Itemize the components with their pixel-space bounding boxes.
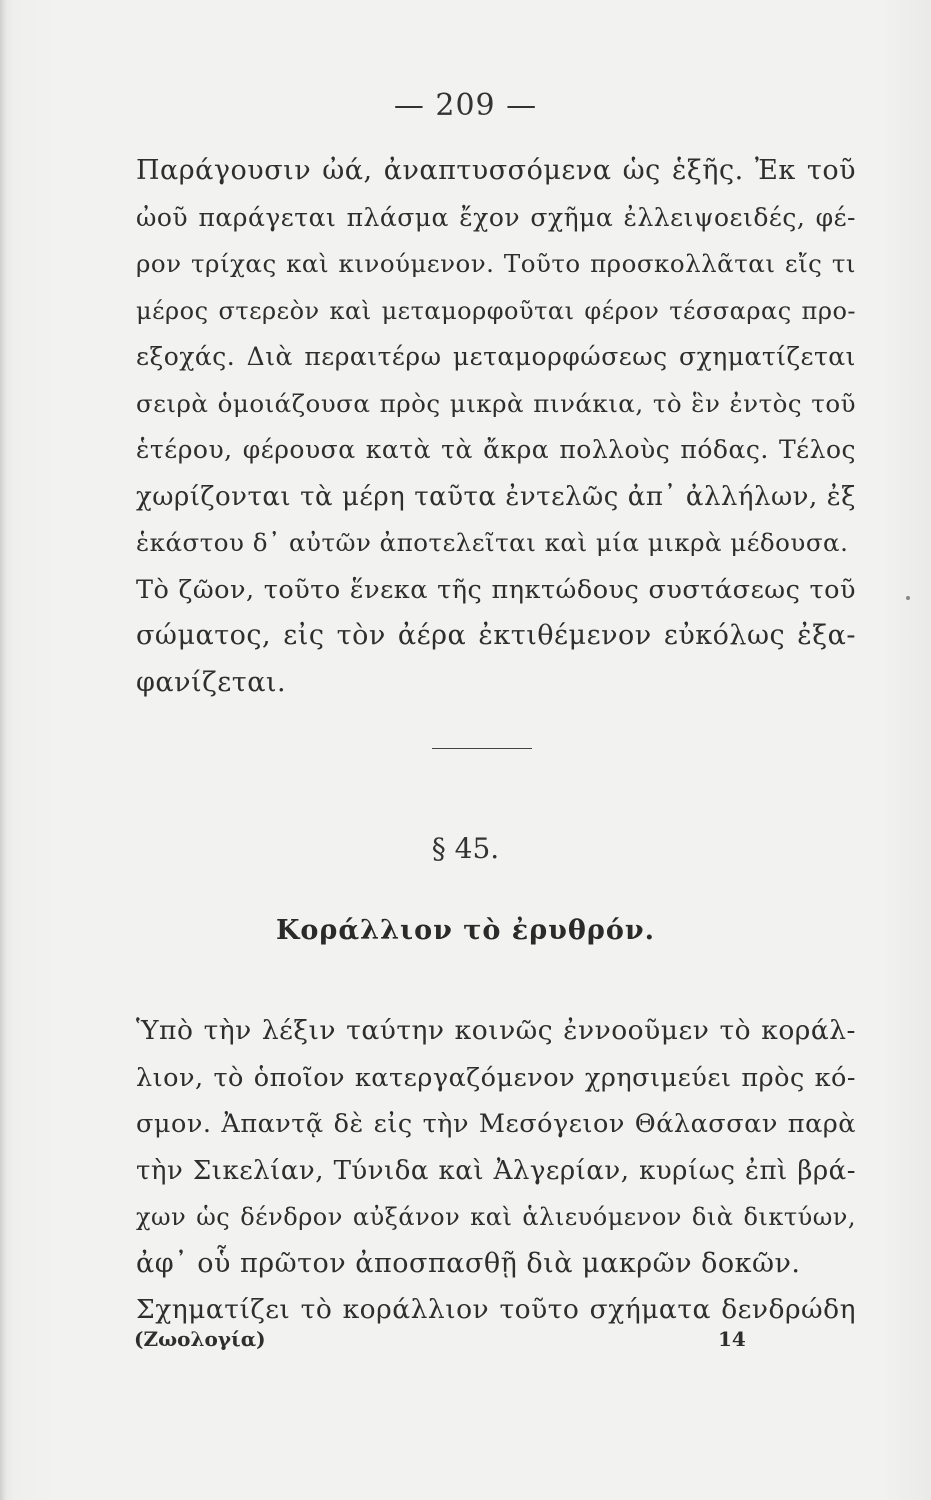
- footer-book-title: (Ζωολογία): [134, 1327, 266, 1351]
- text-line: Παράγουσιν ὠά, ἀναπτυσσόμενα ὡς ἑξῆς. Ἐκ τοῦ: [136, 155, 856, 186]
- page-edge-shadow: [0, 0, 6, 1500]
- text-line: φανίζεται.: [136, 666, 287, 698]
- text-line: σώματος, εἰς τὸν ἀέρα ἐκτιθέμενον εὐκόλως ἐξα-: [136, 620, 856, 651]
- text-line: ἑκάστου δ᾽ αὐτῶν ἀποτελεῖται καὶ μία μικρὰ μέδουσα.: [136, 528, 849, 557]
- text-line: τὴν Σικελίαν, Τύνιδα καὶ Ἀλγερίαν, κυρίως ἐπὶ βρά-: [136, 1155, 856, 1186]
- paper-speck: [906, 596, 910, 600]
- text-line: ρον τρίχας καὶ κινούμενον. Τοῦτο προσκολλᾶται εἴς τι: [136, 249, 856, 278]
- text-line: ἀφ᾽ οὗ πρῶτον ἀποσπασθῇ διὰ μακρῶν δοκῶν.: [136, 1247, 801, 1279]
- text-line: χων ὡς δένδρον αὐξάνον καὶ ἁλιευόμενον διὰ δικτύων,: [136, 1203, 856, 1231]
- text-line: χωρίζονται τὰ μέρη ταῦτα ἐντελῶς ἀπ᾽ ἀλλήλων, ἐξ: [136, 481, 856, 512]
- text-line: εξοχάς. Διὰ περαιτέρω μεταμορφώσεως σχηματίζεται: [136, 342, 856, 371]
- section-number: § 45.: [431, 832, 500, 865]
- text-line: Σχηματίζει τὸ κοράλλιον τοῦτο σχήματα δενδρώδη: [136, 1294, 856, 1325]
- section-title: Κοράλλιον τὸ ἐρυθρόν.: [275, 915, 656, 946]
- text-line: Ὑπὸ τὴν λέξιν ταύτην κοινῶς ἐννοοῦμεν τὸ κοράλ-: [136, 1015, 856, 1046]
- text-line: σμον. Ἀπαντᾷ δὲ εἰς τὴν Μεσόγειον Θάλασσαν παρὰ: [136, 1109, 856, 1139]
- section-divider: [432, 748, 532, 749]
- page-number: — 209 —: [393, 88, 538, 123]
- paragraph-coral: [136, 1008, 856, 1334]
- text-line: Τὸ ζῶον, τοῦτο ἕνεκα τῆς πηκτώδους συστάσεως τοῦ: [136, 574, 856, 605]
- text-line: ἑτέρου, φέρουσα κατὰ τὰ ἄκρα πολλοὺς πόδας. Τέλος: [136, 435, 856, 464]
- text-line: ὠοῦ παράγεται πλάσμα ἔχον σχῆμα ἐλλειψοειδές, φέ-: [136, 202, 856, 232]
- footer-signature-number: 14: [718, 1327, 746, 1351]
- paragraph-medusa: [136, 148, 856, 706]
- text-line: μέρος στερεὸν καὶ μεταμορφοῦται φέρον τέσσαρας προ-: [136, 296, 856, 325]
- text-line: σειρὰ ὁμοιάζουσα πρὸς μικρὰ πινάκια, τὸ ἓν ἐντὸς τοῦ: [136, 388, 856, 418]
- text-line: λιον, τὸ ὁποῖον κατεργαζόμενον χρησιμεύει πρὸς κό-: [136, 1062, 856, 1093]
